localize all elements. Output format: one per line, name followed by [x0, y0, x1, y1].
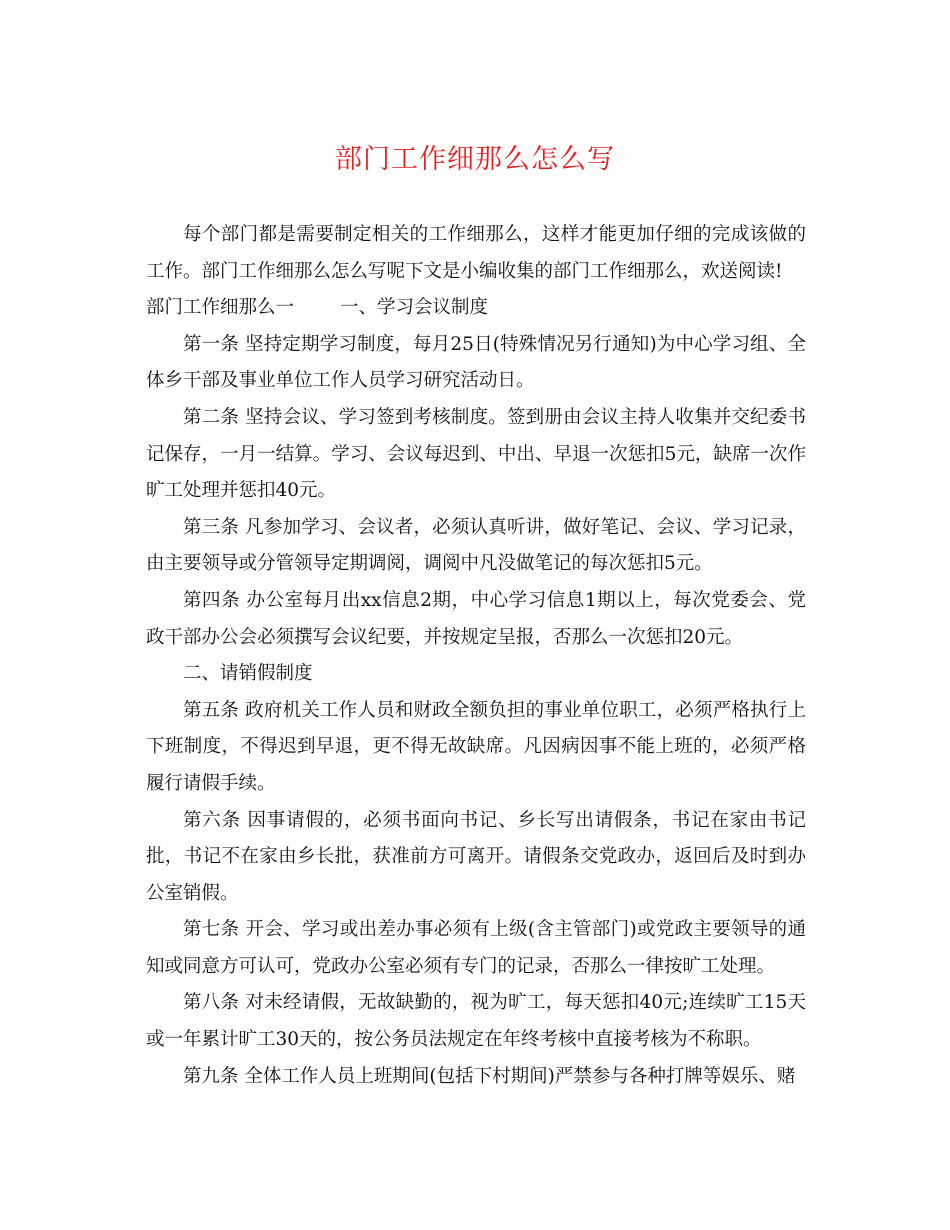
article-6: 第六条 因事请假的，必须书面向书记、乡长写出请假条，书记在家由书记批，书记不在家由乡长批，获准前方可离开。请假条交党政办，返回后及时到办公室销假。	[146, 809, 806, 904]
article-2: 第二条 坚持会议、学习签到考核制度。签到册由会议主持人收集并交纪委书记保存，一月一结算。学习、会议每迟到、中出、早退一次惩扣5元，缺席一次作旷工处理并惩扣40元。	[146, 406, 806, 502]
article-3: 第三条 凡参加学习、会议者，必须认真听讲，做好笔记、会议、学习记录，由主要领导或分管领导定期调阅，调阅中凡没做笔记的每次惩扣5元。	[146, 516, 806, 575]
heading-meeting: 一、学习会议制度	[340, 297, 489, 319]
article-1: 第一条 坚持定期学习制度，每月25日(特殊情况另行通知)为中心学习组、全体乡干部及事业单位工作人员学习研究活动日。	[146, 333, 806, 392]
heading-leave: 二、请销假制度	[183, 663, 313, 685]
document-body	[146, 217, 806, 1095]
document-title: 部门工作细那么怎么写	[335, 144, 615, 175]
section-line	[146, 290, 806, 327]
article-8: 第八条 对未经请假，无故缺勤的，视为旷工，每天惩扣40元;连续旷工15天或一年累计旷工30天的，按公务员法规定在年终考核中直接考核为不称职。	[146, 992, 806, 1051]
article-9: 第九条 全体工作人员上班期间(包括下村期间)严禁参与各种打牌等娱乐、赌	[183, 1065, 796, 1087]
section-one-label: 部门工作细那么一	[146, 297, 295, 319]
article-5: 第五条 政府机关工作人员和财政全额负担的事业单位职工，必须严格执行上下班制度，不得迟到早退，更不得无故缺席。凡因病因事不能上班的，必须严格履行请假手续。	[146, 699, 806, 794]
article-7: 第七条 开会、学习或出差办事必须有上级(含主管部门)或党政主要领导的通知或同意方可认可，党政办公室必须有专门的记录，否那么一律按旷工处理。	[146, 919, 806, 977]
intro-paragraph: 每个部门都是需要制定相关的工作细那么，这样才能更加仔细的完成该做的工作。部门工作细那么怎么写呢下文是小编收集的部门工作细那么，欢送阅读!	[146, 224, 806, 282]
article-4: 第四条 办公室每月出xx信息2期，中心学习信息1期以上，每次党委会、党政干部办公会必须撰写会议纪要，并按规定呈报，否那么一次惩扣20元。	[146, 589, 806, 648]
